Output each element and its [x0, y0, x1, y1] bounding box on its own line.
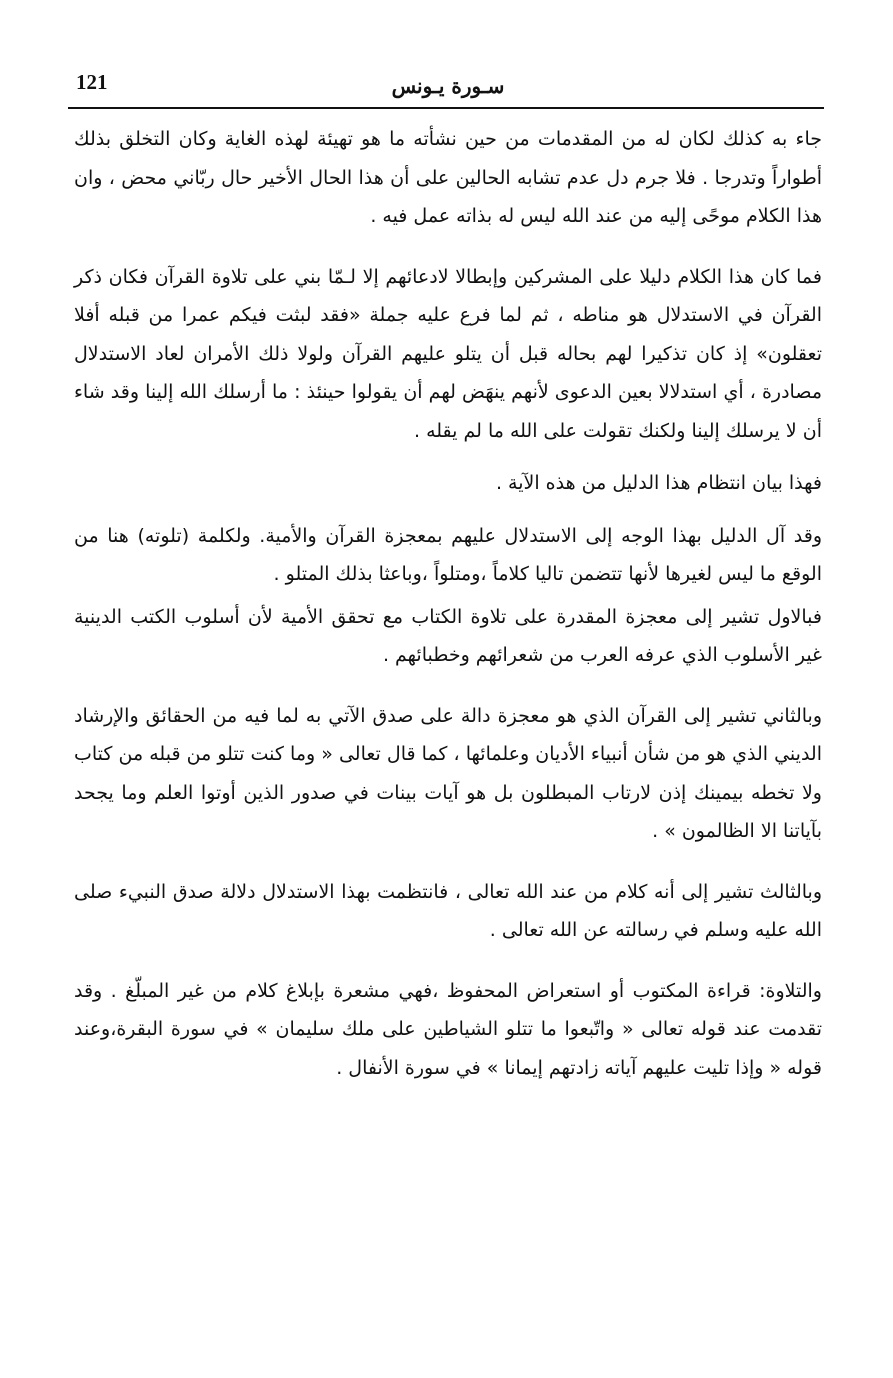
paragraph: وبالثاني تشير إلى القرآن الذي هو معجزة دالة على صدق الآتي به لما فيه من الحقائق والإرشاد الديني الذي هو من شأن أنبياء الأديان وعلمائها ، كما قال تعالى « وما كنت تتلو من قبله من كتاب ولا تخطه بيمينك إذن لارتاب المبطلون بل هو آيات بينات في صدور الذين أوتوا العلم وما يجحد بآياتنا الا الظالمون » .: [74, 704, 822, 842]
page-number: 121: [76, 70, 108, 94]
header-rule: [68, 107, 824, 109]
running-title: سـورة يـونس: [391, 74, 505, 98]
paragraph: فما كان هذا الكلام دليلا على المشركين وإبطالا لادعائهم إلا لـمّا بني على تلاوة القرآن فكان ذكر القرآن في الاستدلال هو مناطه ، ثم لما فرع عليه جملة «فقد لبثت فيكم عمرا من قبله أفلا تعقلون» إذ كان تذكيرا لهم بحاله قبل أن يتلو عليهم القرآن ولولا ذلك الأمران لعاد الاستدلال مصادرة ، أي استدلالا بعين الدعوى لأنهم ينهَض لهم أن يقولوا حينئذ : ما أرسلك الله إلينا وقد شاء أن لا يرسلك إلينا ولكنك تقولت على الله ما لم يقله .: [74, 265, 822, 442]
body-text: [74, 120, 822, 1087]
paragraph: جاء به كذلك لكان له من المقدمات من حين نشأته ما هو تهيئة لهذه الغاية وكان التخلق بذلك أطواراً وتدرجا . فلا جرم دل عدم تشابه الحالين على أن هذا الحال الأخير حال ربّاني محض ، وان هذا الكلام موحًى إليه من عند الله ليس له بذاته عمل فيه .: [74, 128, 822, 227]
paragraph: فهذا بيان انتظام هذا الدليل من هذه الآية .: [495, 472, 822, 494]
paragraph: فبالاول تشير إلى معجزة المقدرة على تلاوة الكتاب مع تحقق الأمية لأن أسلوب الكتب الدينية غير الأسلوب الذي عرفه العرب من شعرائهم وخطبائهم .: [74, 605, 822, 666]
paragraph: والتلاوة: قراءة المكتوب أو استعراض المحفوظ ،فهي مشعرة بإبلاغ كلام من غير المبلّغ . وقد تقدمت عند قوله تعالى « واتّبعوا ما تتلو الشياطين على ملك سليمان » في سورة البقرة،وعند قوله « وإذا تليت عليهم آياته زادتهم إيمانا » في سورة الأنفال .: [74, 979, 822, 1079]
paragraph: وبالثالث تشير إلى أنه كلام من عند الله تعالى ، فانتظمت بهذا الاستدلال دلالة صدق النبيء صلى الله عليه وسلم في رسالته عن الله تعالى .: [74, 880, 822, 941]
paragraph: وقد آل الدليل بهذا الوجه إلى الاستدلال عليهم بمعجزة القرآن والأمية. ولكلمة (تلوته) هنا من الوقع ما ليس لغيرها لأنها تتضمن تاليا كلاماً ،ومتلواً ،وباعثا بذلك المتلو .: [74, 524, 822, 585]
page-header: [68, 70, 828, 106]
